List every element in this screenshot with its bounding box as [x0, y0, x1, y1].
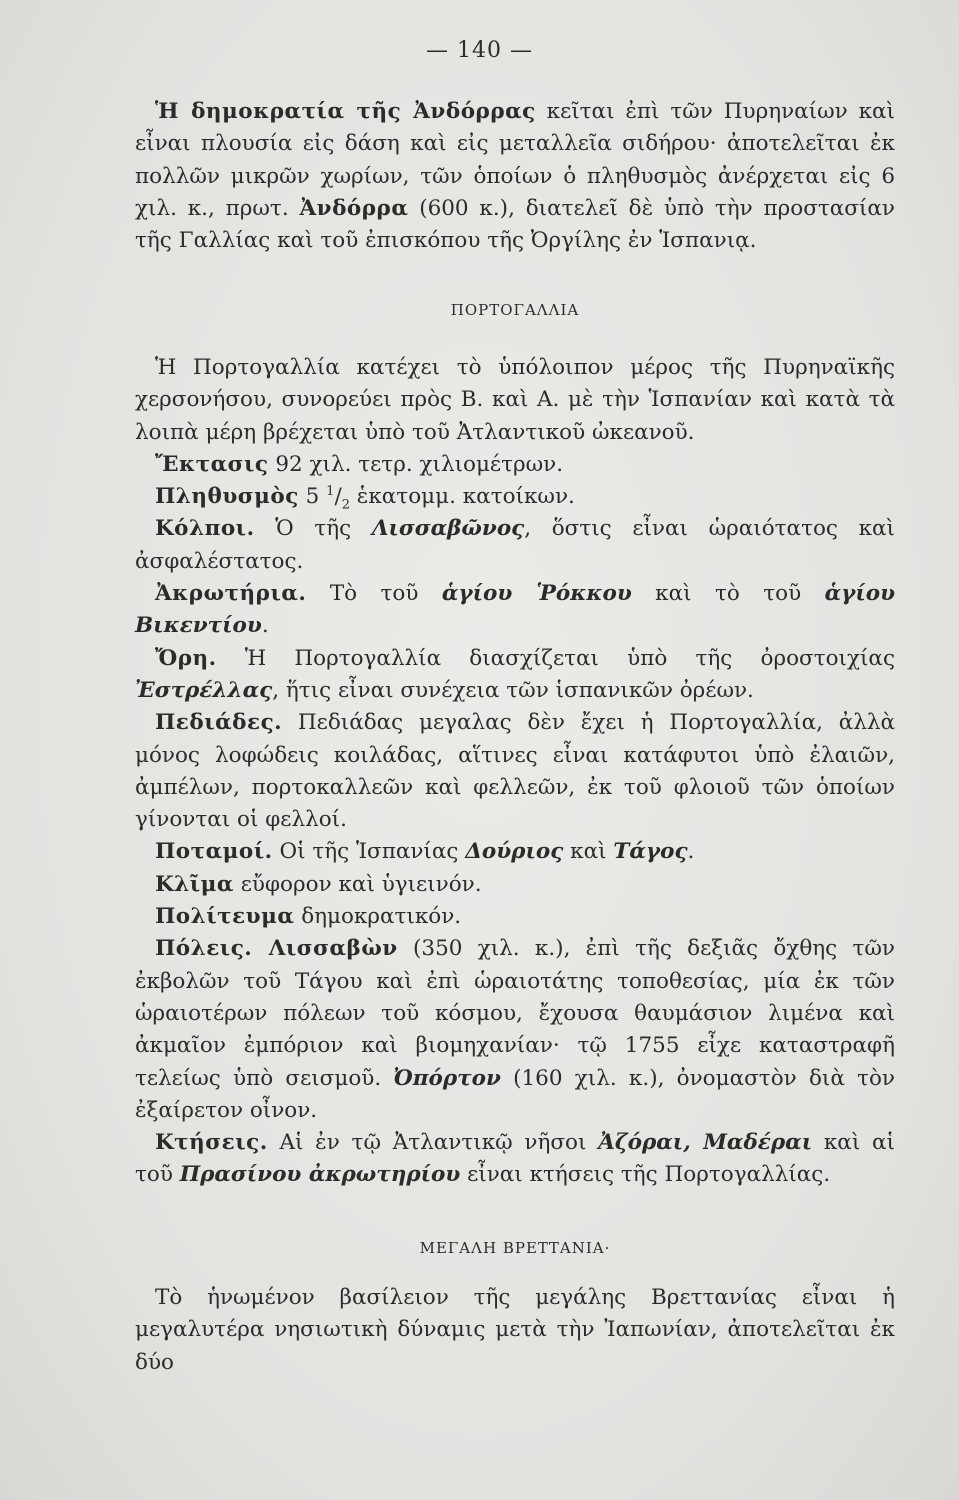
- portugal-intro: Ἡ Πορτογαλλία κατέχει τὸ ὑπόλοιπον μέρος τῆς Πυρηναϊκῆς χερσονήσου, συνορεύει πρὸς Β. καὶ Α. μὲ τὴν Ἱσπανίαν καὶ κατὰ τὰ λοιπὰ μέρη βρέχεται ὑπὸ τοῦ Ἀτλαντικοῦ ὠκεανοῦ.: [135, 355, 895, 445]
- city-porto: Ὀπόρτον: [393, 1065, 501, 1091]
- britain-intro: Τὸ ἡνωμένον βασίλειον τῆς μεγάλης Βρεττανίας εἶναι ἡ μεγαλυτέρα νησιωτικὴ δύναμις μετὰ τὴν Ἰαπωνίαν, ἀποτελεῖται ἐκ δύο: [135, 1285, 895, 1375]
- plains-label: Πεδιάδες.: [155, 710, 283, 736]
- britain-heading: ΜΕΓΑΛΗ ΒΡΕΤΤΑΝΙΑ·: [419, 1239, 611, 1257]
- government-label: Πολίτευμα: [155, 904, 295, 930]
- portugal-population: Πληθυσμὸς 5 $^1/_2$ ἑκατομμ. κατοίκων.: [155, 484, 575, 513]
- city-lisbon: Λισσαβὼν: [252, 936, 398, 962]
- gulfs-label: Κόλποι.: [155, 516, 255, 542]
- mountains-label: Ὄρη.: [155, 645, 217, 671]
- possessions-label: Κτήσεις.: [155, 1130, 268, 1156]
- portugal-plains: Πεδιάδες. Πεδιάδας μεγαλας δὲν ἔχει ἡ Πορτογαλλία, ἀλλὰ μόνος λοφώδεις κοιλάδας, αἵτινες εἶναι κατάφυτοι ὑπὸ ἐλαιῶν, ἀμπέλων, πορτοκαλλεῶν καὶ φελλεῶν, ἐκ τοῦ φλοιοῦ τῶν ὁποίων γίνονται οἱ φελλοί.: [135, 710, 895, 833]
- area-label: Ἔκτασις: [155, 451, 269, 477]
- portugal-heading: ΠΟΡΤΟΓΑΛΛΙΑ: [450, 301, 580, 319]
- portugal-rivers: Ποταμοί. Οἱ τῆς Ἱσπανίας Δούριος καὶ Τάγος.: [155, 839, 695, 865]
- population-label: Πληθυσμὸς: [155, 484, 299, 510]
- portugal-climate: Κλῖμα εὔφορον καὶ ὑγιεινόν.: [155, 871, 482, 897]
- portugal-gulfs: Κόλποι. Ὁ τῆς Λισσαβῶνος, ὅστις εἶναι ὡραιότατος καὶ ἀσφαλέστατος.: [135, 516, 895, 574]
- andorra-title: Ἡ δημοκρατία τῆς Ἀνδόρρας: [155, 99, 536, 124]
- portugal-capes: Ἀκρωτήρια. Τὸ τοῦ ἁγίου Ῥόκκου καὶ τὸ τοῦ ἁγίου Βικεντίου.: [135, 581, 895, 639]
- portugal-area: Ἔκτασις 92 χιλ. τετρ. χιλιομέτρων.: [155, 451, 564, 477]
- cities-label: Πόλεις.: [155, 936, 253, 962]
- page-number: — 140 —: [426, 38, 533, 63]
- portugal-government: Πολίτευμα δημοκρατικόν.: [155, 904, 462, 930]
- portugal-possessions: Κτήσεις. Αἱ ἐν τῷ Ἀτλαντικῷ νῆσοι Ἀζόραι, Μαδέραι καὶ αἱ τοῦ Πρασίνου ἀκρωτηρίου εἶναι κτήσεις τῆς Πορτογαλλίας.: [135, 1130, 895, 1188]
- portugal-mountains: Ὄρη. Ἡ Πορτογαλλία διασχίζεται ὑπὸ τῆς ὀροστοιχίας Ἐστρέλλας, ἥτις εἶναι συνέχεια τῶν ἱσπανικῶν ὀρέων.: [135, 645, 895, 703]
- portugal-section: [135, 352, 895, 1192]
- andorra-section: [135, 96, 895, 257]
- andorra-capital: Ἀνδόρρα: [299, 195, 409, 221]
- climate-label: Κλῖμα: [155, 871, 234, 897]
- britain-section: [135, 1282, 895, 1379]
- andorra-paragraph: Ἡ δημοκρατία τῆς Ἀνδόρρας κεῖται ἐπὶ τῶν Πυρηναίων καὶ εἶναι πλουσία εἰς δάση καὶ εἰς μεταλλεῖα σιδήρου· ἀποτελεῖται ἐκ πολλῶν μικρῶν χωρίων, τῶν ὁποίων ὁ πληθυσμὸς ἀνέρχεται εἰς 6 χιλ. κ., πρωτ. Ἀνδόρρα (600 κ.), διατελεῖ δὲ ὑπὸ τὴν προστασίαν τῆς Γαλλίας καὶ τοῦ ἐπισκόπου τῆς Ὀργίλης ἐν Ἱσπανιᾳ.: [135, 99, 895, 254]
- rivers-label: Ποταμοί.: [155, 839, 273, 865]
- portugal-cities: Πόλεις. Λισσαβὼν (350 χιλ. κ.), ἐπὶ τῆς δεξιᾶς ὄχθης τῶν ἐκβολῶν τοῦ Τάγου καὶ ἐπὶ ὡραιοτάτης τοποθεσίας, μία ἐκ τῶν ὡραιοτέρων πόλεων τοῦ κόσμου, ἔχουσα θαυμάσιον λιμένα καὶ ἀκμαῖον ἐμπόριον καὶ βιομηχανίαν· τῷ 1755 εἶχε καταστραφῆ τελείως ὑπὸ σεισμοῦ. Ὀπόρτον (160 χιλ. κ.), ὀνομαστὸν διὰ τὸν ἐξαίρετον οἶνον.: [135, 936, 895, 1123]
- portugal-heading-wrap: [135, 294, 895, 326]
- capes-label: Ἀκρωτήρια.: [155, 581, 307, 607]
- britain-heading-wrap: [135, 1232, 895, 1264]
